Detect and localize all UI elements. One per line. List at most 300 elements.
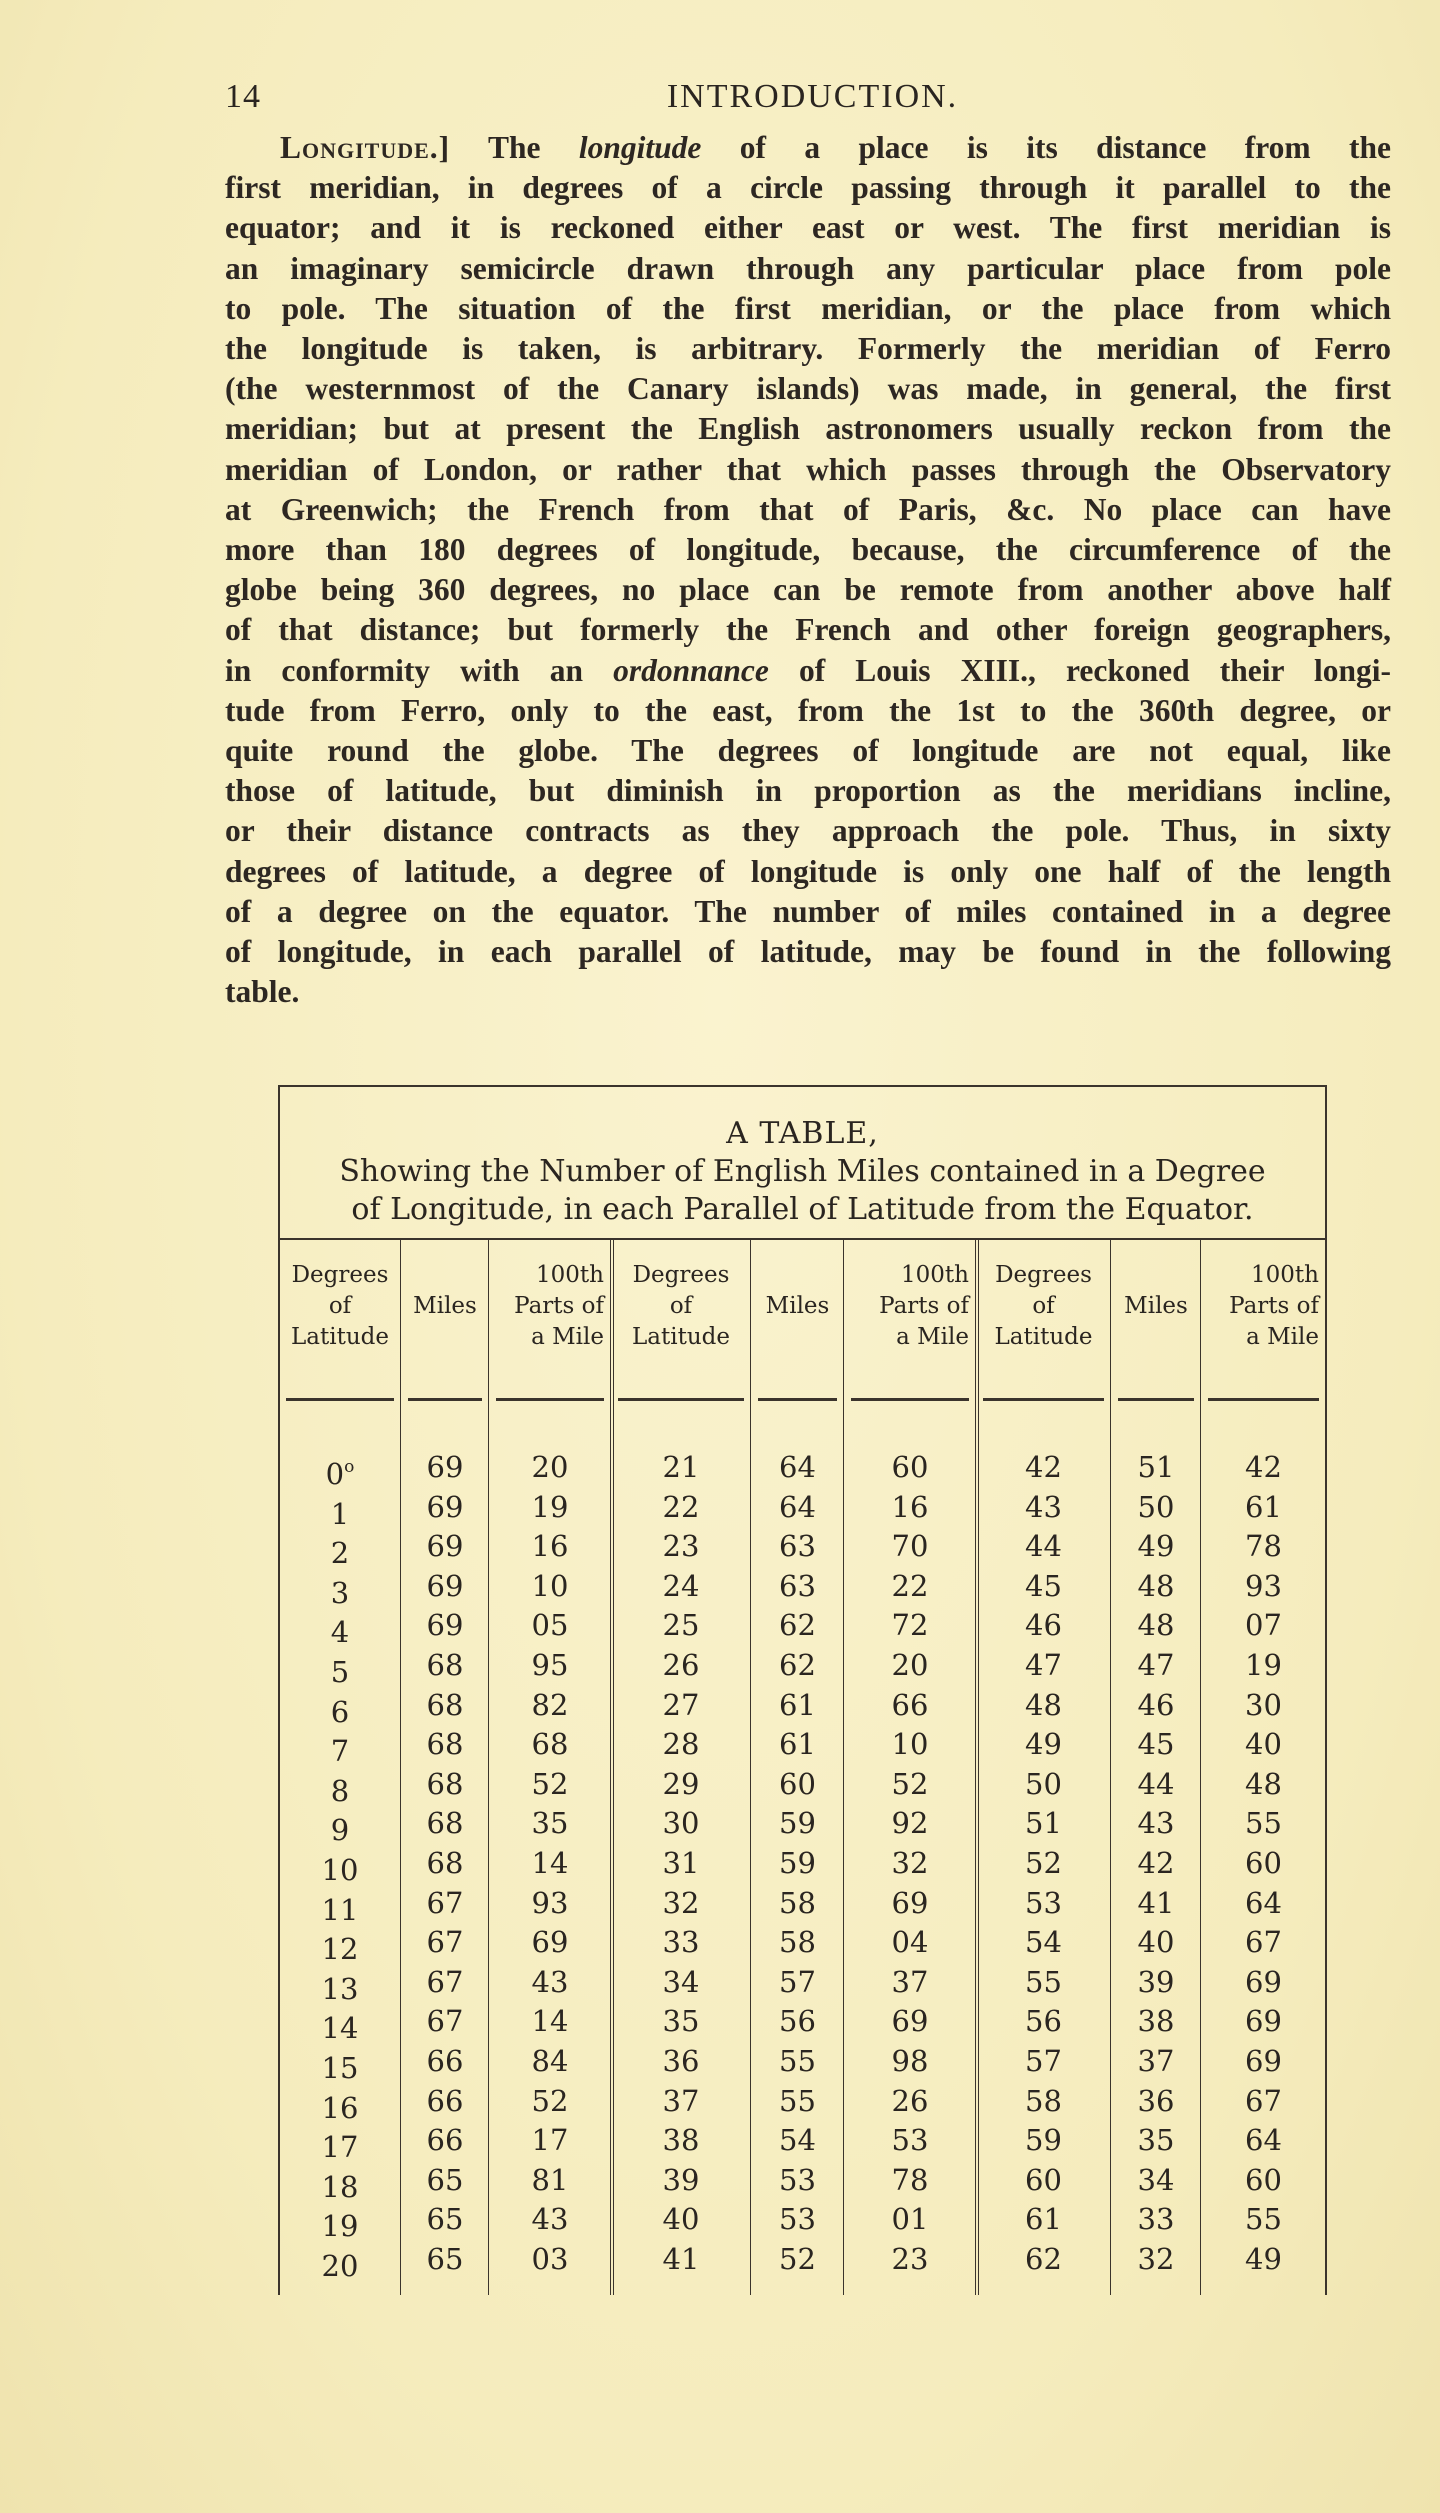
table-cell [977,2200,1110,2240]
cell-value: 68 [426,1766,464,1801]
table-cell [612,2240,750,2280]
cell-value: 40 [662,2202,700,2237]
table-cell [402,2042,488,2082]
table-cell [612,1646,750,1686]
table-cell [845,1488,975,1528]
table-cell [752,1923,843,1963]
table-columns [280,1240,1325,2295]
table-cell [612,1567,750,1607]
cell-value: 32 [891,1845,929,1880]
table-cell [845,1606,975,1646]
cell-value: 65 [426,2202,464,2237]
column-header-line: Parts of [879,1293,969,1319]
cell-value: 69 [531,1925,569,1960]
cell-value: 41 [662,2241,700,2276]
column-header-line: 100th [536,1262,604,1288]
cell-value: 43 [531,1964,569,1999]
cell-value: 39 [662,2162,700,2197]
table-cell [977,2042,1110,2082]
cell-value: 37 [662,2083,700,2118]
cell-value: 95 [531,1647,569,1682]
table-cell [402,1963,488,2003]
table-cell [402,1567,488,1607]
table-cell [612,1686,750,1726]
table-cell [752,1527,843,1567]
column-header-line: Miles [765,1293,830,1319]
cell-value: 67 [1245,2083,1282,2118]
cell-value: 8 [330,1773,350,1808]
paragraph-line: at Greenwich; the French from that of Paris, &c. No place can have [225,491,1391,527]
table-cell [1202,1765,1325,1805]
cell-value: 64 [779,1450,816,1484]
table-cell [402,1686,488,1726]
cell-value: 67 [1245,1925,1282,1960]
table-cell [402,1765,488,1805]
column-header-line: of [1032,1293,1055,1319]
table-cell [1202,2082,1325,2122]
cell-value: 98 [891,2043,929,2078]
cell-value: 26 [891,2083,929,2118]
cell-value: 32 [1137,2241,1175,2276]
column-header-line: Parts of [1229,1293,1319,1319]
cell-value: 31 [662,1845,700,1880]
cell-value: 61 [779,1727,816,1762]
header-underline [758,1398,837,1401]
cell-value: 5 [330,1654,350,1689]
column-values [845,1448,975,2279]
cell-value: 55 [779,2083,816,2118]
table-column [977,1240,1111,2295]
table-cell [752,2002,843,2042]
paragraph-line: more than 180 degrees of longitude, because, the circumference of the [225,532,1391,568]
table-cell [612,2121,750,2161]
cell-value: 49 [1025,1727,1062,1762]
cell-value: 16 [531,1529,569,1564]
cell-value: 51 [1025,1806,1062,1841]
cell-value: 52 [531,2083,569,2118]
table-cell [612,1963,750,2003]
cell-value: 27 [662,1687,700,1722]
paragraph-line: an imaginary semicircle drawn through any particular place from pole [225,250,1391,286]
cell-value: 68 [426,1687,464,1722]
table-cell [845,1567,975,1607]
cell-value: 68 [426,1806,464,1841]
cell-value: 9 [330,1813,350,1848]
cell-value: 53 [891,2123,929,2158]
table-cell [1202,1844,1325,1884]
table-cell [977,1804,1110,1844]
cell-value: 45 [1137,1727,1175,1762]
table-cell [490,1646,610,1686]
cell-value: 15 [321,2050,359,2085]
paragraph-line: meridian of London, or rather that which passes through the Observatory [225,451,1391,487]
cell-value: 58 [779,1925,816,1960]
cell-value: 57 [1025,2043,1062,2078]
cell-value: 64 [1245,2123,1282,2158]
cell-value: 0 [325,1457,345,1491]
cell-value: 50 [1137,1489,1175,1524]
cell-value: 19 [321,2209,359,2244]
cell-value: 58 [1025,2083,1062,2118]
table-cell [977,1448,1110,1488]
paragraph-line: globe being 360 degrees, no place can be remote from another above half [225,572,1391,608]
cell-value: 72 [891,1608,929,1643]
cell-value: 52 [779,2241,816,2276]
cell-value: 22 [662,1489,700,1524]
column-values [612,1448,750,2279]
column-header-line: Degrees [291,1262,389,1288]
table-cell [402,1804,488,1844]
cell-value: 65 [426,2162,464,2197]
cell-value: 16 [321,2090,359,2125]
cell-value: 58 [779,1885,816,1920]
table-cell [612,1804,750,1844]
table-cell [490,1804,610,1844]
cell-value: 34 [662,1964,700,1999]
table-cell [612,1765,750,1805]
table-cell [612,1448,750,1488]
cell-value: 14 [321,2011,359,2046]
table-cell [845,1527,975,1567]
table-cell [402,1884,488,1924]
cell-value: 52 [891,1766,929,1801]
cell-value: 55 [779,2043,816,2078]
cell-value: 92 [891,1806,929,1841]
table-cell [845,2042,975,2082]
table-cell [752,2042,843,2082]
cell-value: 67 [426,2004,464,2039]
table-column [845,1240,979,2295]
table-cell [1112,1606,1200,1646]
cell-value: 93 [531,1885,569,1920]
table-cell [1202,2002,1325,2042]
table-cell [1202,1488,1325,1528]
table-cell [280,1851,400,1891]
cell-value: 60 [891,1450,929,1484]
cell-value: 48 [1025,1687,1062,1722]
table-cell [280,1930,400,1970]
table-cell [752,1884,843,1924]
cell-value: 45 [1025,1568,1062,1603]
table-column [402,1240,489,2295]
table-cell [280,1448,400,1495]
table-cell [977,2240,1110,2280]
table-cell [1112,1804,1200,1844]
cell-value: 65 [426,2241,464,2276]
cell-value: 05 [531,1608,569,1643]
cell-value: 67 [426,1925,464,1960]
table-cell [1202,2042,1325,2082]
table-cell [845,1844,975,1884]
table-column [1202,1240,1325,2295]
paragraph-line: or their distance contracts as they approach the pole. Thus, in sixty [225,813,1391,849]
cell-value: 33 [662,1925,700,1960]
table-cell [1112,2082,1200,2122]
table-title: A TABLE, [726,1116,879,1151]
cell-value: 2 [330,1536,350,1571]
cell-value: 49 [1137,1529,1175,1564]
column-header-line: Latitude [994,1324,1093,1350]
table-cell [845,1765,975,1805]
cell-value: 10 [531,1568,569,1603]
cell-value: 56 [1025,2004,1062,2039]
table-cell [845,1448,975,1488]
cell-value: 25 [662,1608,700,1643]
table-cell [1112,1646,1200,1686]
header-underline [851,1398,969,1401]
table-cell [845,1963,975,2003]
cell-value: 62 [1025,2241,1062,2276]
body-paragraph [225,128,1391,1012]
cell-value: 55 [1245,1806,1282,1841]
table-cell [402,2082,488,2122]
table-cell [977,1646,1110,1686]
table-cell [612,2002,750,2042]
table-cell [402,1725,488,1765]
running-head [225,78,1390,128]
table-column [752,1240,844,2295]
header-underline [1118,1398,1194,1401]
column-header-line: a Mile [531,1324,604,1350]
table-cell [490,1527,610,1567]
table-cell [612,1923,750,1963]
cell-value: 35 [1137,2123,1175,2158]
column-values [977,1448,1110,2279]
table-cell [612,2161,750,2201]
cell-value: 23 [662,1529,700,1564]
cell-value: 12 [321,1932,359,1967]
table-cell [490,1765,610,1805]
table-column [490,1240,614,2295]
paragraph-line: tude from Ferro, only to the east, from the 1st to the 360th degree, or [225,692,1391,728]
cell-value: 64 [1245,1885,1282,1920]
column-header [1112,1260,1200,1322]
header-underline [408,1398,482,1401]
cell-value: 59 [779,1806,816,1841]
cell-value: 48 [1245,1766,1282,1801]
table-cell [280,1970,400,2010]
table-cell [490,1923,610,1963]
table-cell [1202,2121,1325,2161]
cell-value: 54 [779,2123,816,2158]
column-values [1112,1448,1200,2279]
table-cell [845,1884,975,1924]
cell-value: 16 [891,1489,929,1524]
table-cell [1202,1804,1325,1844]
table-cell [402,2161,488,2201]
table-cell [490,2161,610,2201]
table-cell [752,1606,843,1646]
cell-value: 47 [1137,1647,1175,1682]
paragraph-line: first meridian, in degrees of a circle passing through it parallel to the [225,170,1391,206]
column-values [402,1448,488,2279]
cell-value: 53 [779,2162,816,2197]
table-cell [977,1686,1110,1726]
cell-value: 62 [779,1608,816,1643]
table-cell [845,1804,975,1844]
cell-value: 69 [1245,2004,1282,2039]
cell-value: 55 [1245,2202,1282,2237]
table-cell [612,1606,750,1646]
cell-value: 53 [1025,1885,1062,1920]
table-cell [402,2200,488,2240]
table-cell [490,2240,610,2280]
table-cell [845,1646,975,1686]
table-cell [280,1811,400,1851]
cell-value: 62 [779,1647,816,1682]
cell-value: 41 [1137,1885,1175,1920]
column-header-line: Degrees [632,1262,730,1288]
cell-value: 66 [426,2083,464,2118]
table-cell [977,1527,1110,1567]
cell-value: 14 [531,2004,569,2039]
table-cell [845,2161,975,2201]
table-cell [280,1613,400,1653]
table-cell [977,1725,1110,1765]
table-cell [1112,1884,1200,1924]
cell-value: 36 [1137,2083,1175,2118]
table-cell [752,1725,843,1765]
column-header-line: 100th [901,1262,969,1288]
column-values [752,1448,843,2279]
cell-value: 56 [779,2004,816,2039]
cell-value: 28 [662,1727,700,1762]
cell-value: 40 [1137,1925,1175,1960]
cell-value: 6 [330,1694,350,1729]
table-cell [1202,1686,1325,1726]
table-cell [280,1653,400,1693]
table-cell [402,2002,488,2042]
lead-in-heading: Longitude.] [280,130,451,165]
cell-value: 38 [1137,2004,1175,2039]
cell-value: 69 [891,1885,929,1920]
cell-value: 60 [1245,2162,1282,2197]
table-cell [977,1567,1110,1607]
table-cell [752,1448,843,1488]
paragraph-line: meridian; but at present the English astronomers usually reckon from the [225,411,1391,447]
cell-value: 66 [426,2043,464,2078]
table-cell [1112,2161,1200,2201]
table-cell [402,1646,488,1686]
cell-value: 42 [1137,1845,1175,1880]
table-cell [490,1448,610,1488]
degree-symbol: o [344,1457,355,1477]
cell-value: 69 [1245,2043,1282,2078]
cell-value: 17 [531,2123,569,2158]
cell-value: 44 [1025,1529,1062,1564]
table-cell [1202,2200,1325,2240]
table-cell [977,1923,1110,1963]
column-header-line: 100th [1251,1262,1319,1288]
cell-value: 49 [1245,2241,1282,2276]
table-cell [977,1884,1110,1924]
table-cell [612,1725,750,1765]
cell-value: 69 [426,1608,464,1643]
column-header [752,1260,843,1322]
table-cell [490,1884,610,1924]
cell-value: 35 [531,1806,569,1841]
cell-value: 64 [779,1489,816,1524]
cell-value: 66 [426,2123,464,2158]
cell-value: 36 [662,2043,700,2078]
paragraph-line: table. [225,974,300,1010]
cell-value: 10 [891,1727,929,1762]
table-cell [845,2200,975,2240]
cell-value: 59 [1025,2123,1062,2158]
cell-value: 60 [779,1766,816,1801]
cell-value: 53 [779,2202,816,2237]
cell-value: 21 [662,1450,700,1484]
cell-value: 01 [891,2202,929,2237]
table-cell [402,1923,488,1963]
cell-value: 42 [1245,1450,1282,1484]
cell-value: 18 [321,2169,359,2204]
cell-value: 69 [1245,1964,1282,1999]
table-cell [612,2042,750,2082]
table-cell [1202,1963,1325,2003]
cell-value: 32 [662,1885,700,1920]
cell-value: 69 [426,1529,464,1564]
column-header-line: Degrees [995,1262,1092,1288]
table-cell [280,2009,400,2049]
table-title-block [280,1085,1325,1240]
cell-value: 57 [779,1964,816,1999]
cell-value: 04 [891,1925,929,1960]
table-cell [1202,1527,1325,1567]
cell-value: 46 [1025,1608,1062,1643]
cell-value: 78 [1245,1529,1282,1564]
cell-value: 24 [662,1568,700,1603]
paragraph-line: of longitude, in each parallel of latitude, may be found in the following [225,934,1391,970]
header-underline [618,1398,744,1401]
cell-value: 4 [330,1615,350,1650]
cell-value: 60 [1245,1845,1282,1880]
paragraph-line: the longitude is taken, is arbitrary. Formerly the meridian of Ferro [225,331,1391,367]
cell-value: 63 [779,1529,816,1564]
table-cell [1112,1686,1200,1726]
cell-value: 37 [891,1964,929,1999]
table-cell [1202,1725,1325,1765]
table-cell [490,1686,610,1726]
table-cell [977,2082,1110,2122]
paragraph-line: of that distance; but formerly the French and other foreign geographers, [225,612,1391,648]
table-cell [752,1567,843,1607]
table-cell [280,1495,400,1535]
table-cell [1112,1488,1200,1528]
table-cell [1112,1765,1200,1805]
cell-value: 68 [426,1647,464,1682]
cell-value: 67 [426,1885,464,1920]
paragraph-line: quite round the globe. The degrees of longitude are not equal, like [225,733,1391,769]
cell-value: 33 [1137,2202,1175,2237]
cell-value: 17 [321,2130,359,2165]
cell-value: 68 [531,1727,569,1762]
paragraph-line: to pole. The situation of the first meridian, or the place from which [225,290,1391,326]
table-cell [1112,1527,1200,1567]
cell-value: 42 [1025,1450,1062,1484]
italic-term: ordonnance [613,652,769,688]
table-cell [1112,1963,1200,2003]
table-cell [490,2082,610,2122]
table-cell [1112,2042,1200,2082]
table-cell [845,2002,975,2042]
table-cell [490,2121,610,2161]
cell-value: 46 [1137,1687,1175,1722]
table-cell [280,1693,400,1733]
table-cell [1202,2161,1325,2201]
cell-value: 11 [321,1892,359,1927]
table-cell [845,2121,975,2161]
